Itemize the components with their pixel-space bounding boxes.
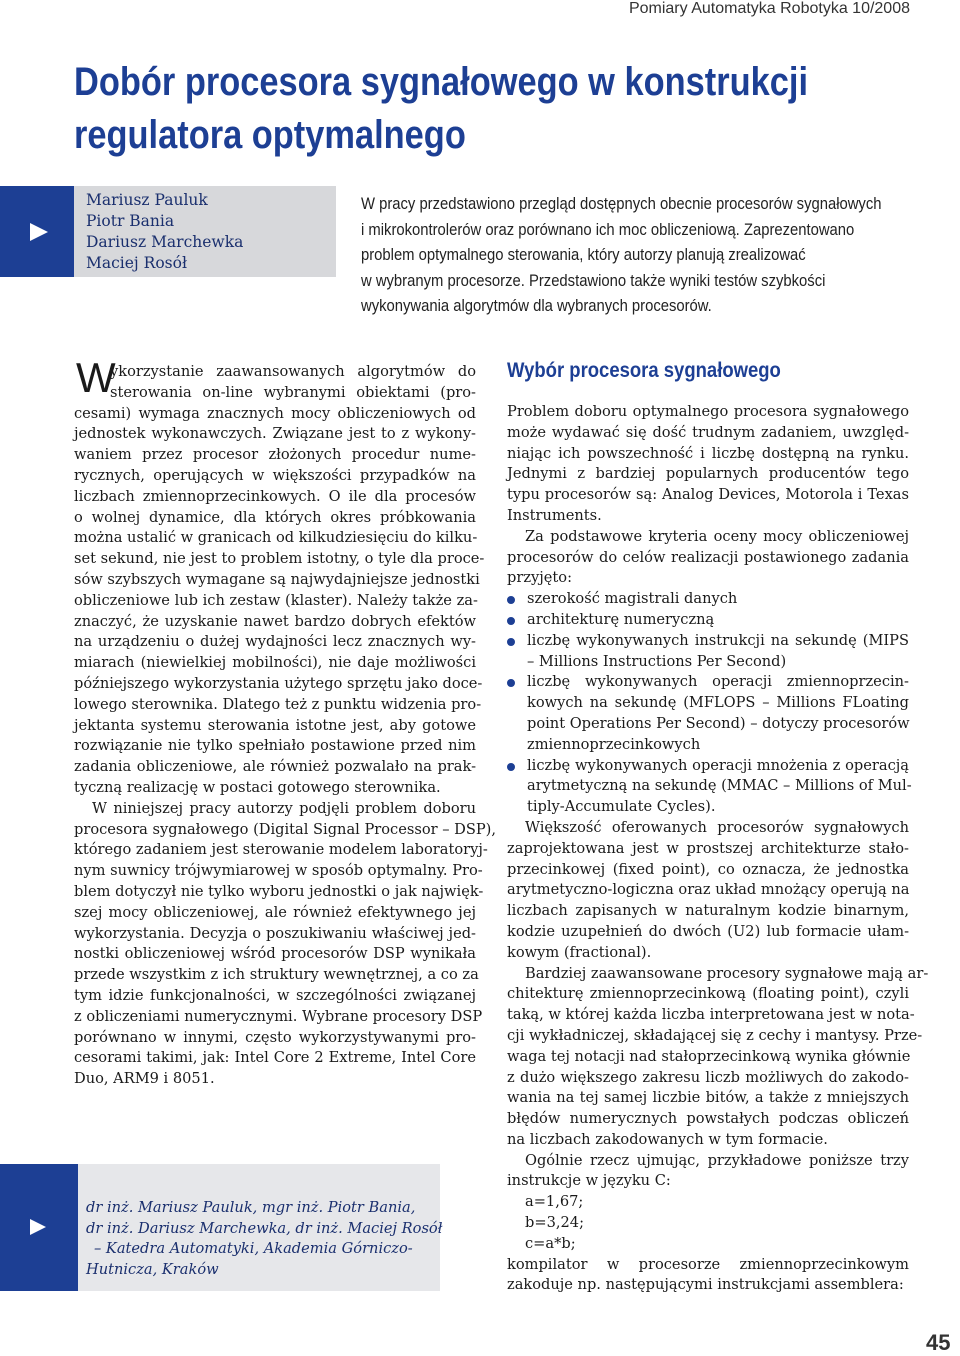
article-title [74,56,809,162]
body-line: zaprojektowana jest w prostszej architekturze stało- [507,839,909,857]
bullet-line [507,714,909,735]
body-line: cji wykładniczej, składającej się z cechy i mantysy. Prze- [507,1026,923,1044]
body-line: przyjęto: [507,569,572,587]
bullet-text: zmiennoprzecinkowych [527,735,701,753]
affiliation-rule [74,1164,78,1291]
body-line: Duo, ARM9 i 8051. [74,1070,215,1088]
code-line: b=3,24; [525,1214,584,1232]
bullet-line [507,797,909,818]
body-line: kompilator w procesorze zmiennoprzecinkowym [507,1255,909,1273]
body-line: taką, w której każda liczba interpretowana jest w nota- [507,1006,915,1024]
right-column [507,402,929,1296]
bullet-text: liczbę wykonywanych operacji zmiennoprzecin- [527,673,909,691]
code-line: c=a*b; [525,1234,576,1252]
affiliation-line: – Katedra Automatyki, Akademia Górniczo- [94,1240,413,1257]
bullet-dot-icon [507,679,515,687]
bullet-dot-icon [507,617,515,625]
body-line: nostki obliczeniowej wśród procesorów DSP wynikała [74,945,476,963]
arrow-marker-bottom [0,1164,74,1291]
bullet-text: arytmetyczną na sekundę (MMAC – Millions of Mul- [527,777,912,795]
bullet-line [507,610,909,631]
abstract-line: wykonywania algorytmów dla wybranych procesorów. [361,297,712,315]
body-line: zakoduje np. następującymi instrukcjami assemblera: [507,1276,904,1294]
journal-header: Pomiary Automatyka Robotyka 10/2008 [628,0,910,17]
body-line: miarach (niewielkiej mobilności), nie daje możliwości [74,654,476,672]
body-line: zadania obliczeniowe, ale również pozwalało na prak- [74,758,476,776]
left-column [74,362,497,1090]
play-arrow-icon [0,1164,74,1291]
body-line: wykorzystania. Decyzja o poszukiwaniu właściwej jed- [74,924,476,942]
body-line: jektanta systemu sterowania istotne jest, aby gotowe [74,716,476,734]
abstract-line: w wybranym procesorze. Przedstawiono także wyniki testów szybkości [361,271,826,290]
author-list [86,190,243,274]
page-number: 45 [926,1330,951,1355]
abstract [361,192,907,320]
affiliation [86,1198,442,1280]
bullet-text: szerokość magistrali danych [527,590,738,608]
bullet-text: – Millions Instructions Per Second) [527,652,787,670]
body-line: Jednymi z bardziej popularnych producentów tego [507,465,909,483]
body-line: którego zadaniem jest sterowanie modelem laboratoryj- [74,841,488,859]
author-name: Dariusz Marchewka [86,233,244,251]
body-line: z obliczeniami numerycznymi. Wybrane procesory DSP [74,1007,483,1025]
bullet-line [507,652,909,673]
abstract-line: i mikrokontrolerów oraz porównano ich moc obliczeniową. Zaprezentowano [361,220,855,239]
body-line: typu procesorów są: Analog Devices, Motorola i Texas [507,486,909,504]
body-line: procesora sygnałowego (Digital Signal Processor – DSP), [74,820,497,838]
author-name: Maciej Rosół [86,254,187,272]
body-line: lowego sterownika. Dlatego też z punktu widzenia pro- [74,695,482,713]
body-line: tyczną realizację w postaci gotowego sterownika. [74,778,441,796]
body-line: wania na tej samej liczbie bitów, a także z mniejszych [507,1089,909,1107]
body-line: późniejszego wykorzystania użytego sprzętu jako doce- [74,674,483,692]
body-line: rycznych, operujących w większości przypadków na [74,466,476,484]
body-line: jednostek wykonawczych. Związane jest to z wykony- [74,425,476,443]
bullet-dot-icon [507,596,515,604]
body-line: ykorzystanie zaawansowanych algorytmów do [110,363,476,380]
bullet-dot-icon [507,638,515,646]
body-line: tym idzie funkcjonalności, w szczególności związanej [74,986,476,1004]
play-arrow-icon [0,186,74,277]
bullet-text: kowych na sekundę (MFLOPS – Millions FLoating [527,694,909,712]
body-line: waga tej notacji nad stałoprzecinkową wynika głównie [507,1047,911,1065]
bullet-dot-icon [507,763,515,771]
bullet-line [507,693,909,714]
abstract-line: problem optymalnego sterowania, który autorzy planują zrealizować [361,246,806,264]
body-line: błędów numerycznych powstałych podczas obliczeń [507,1110,909,1128]
bullet-line [507,776,912,797]
body-line: znaczyć, że uzyskanie nawet bardzo dobrych efektów [74,612,476,630]
title-line-1: Dobór procesora sygnałowego w konstrukcji [74,60,809,104]
body-line: obliczeniowe lub ich zestaw (klaster). Należy także za- [74,591,478,609]
body-line: sterowania on-line wybranymi obiektami (pro- [110,383,476,401]
body-line: Instruments. [507,506,602,524]
drop-cap: W [76,354,116,401]
bullet-line [507,589,909,610]
affiliation-line: dr inż. Mariusz Pauluk, mgr inż. Piotr Bania, [86,1199,416,1216]
arrow-marker-top [0,186,74,277]
body-line: Problem doboru optymalnego procesora sygnałowego [507,403,909,420]
bullet-line [507,735,909,756]
body-line: na liczbach zakodowanych w tym formacie. [507,1130,828,1148]
body-line: liczbach zmiennoprzecinkowych. O ile dla procesów [74,487,476,505]
body-line: Większość oferowanych procesorów sygnałowych [525,818,909,836]
abstract-line: W pracy przedstawiono przegląd dostępnych obecnie procesorów sygnałowych [361,195,882,213]
body-line: nym suwnicy trójwymiarowej w sposób optymalny. Pro- [74,862,483,880]
body-line: W niniejszej pracy autorzy podjęli problem doboru [92,799,476,817]
body-line: Za podstawowe kryteria oceny mocy obliczeniowej [525,527,909,545]
body-line: arytmetyczno-logiczna oraz układ mnożący operują na [507,881,910,899]
body-line: liczbach zapisanych w naturalnym kodzie binarnym, [507,902,909,920]
body-line: na urządzeniu o dużej wydajności lecz znacznych wy- [74,633,476,651]
body-line: cesami) wymaga znacznych mocy obliczeniowych od [74,404,476,422]
body-line: z dużo większego zakresu liczb możliwych do zakodo- [507,1068,909,1086]
bullet-text: tiply-Accumulate Cycles). [527,798,716,816]
body-line: set sekund, nie jest to problem istotny, o tyle dla proce- [74,550,485,568]
body-line: Ogólnie rzecz ujmując, przykładowe poniższe trzy [525,1151,909,1169]
body-line: instrukcje w języku C: [507,1172,671,1190]
bullet-line [507,756,909,777]
body-line: rozwiązanie nie tylko spełniało postawione przed nim [74,737,476,755]
section-heading: Wybór procesora sygnałowego [507,359,781,382]
body-line: chitekturę zmiennoprzecinkową (floating point), czyli [507,985,909,1003]
bullet-text: liczbę wykonywanych operacji mnożenia z operacją [527,756,909,774]
bullet-text: liczbę wykonywanych instrukcji na sekundę (MIPS [527,631,909,649]
body-line: blem dotyczył nie tylko wyboru jednostki o jak najwięk- [74,882,484,900]
author-name: Piotr Bania [86,212,175,230]
body-line: waniem przez procesor złożonych procedur nume- [74,446,476,464]
bullet-text: point Operations Per Second) – dotyczy procesorów [527,714,910,732]
title-line-2: regulatora optymalnego [74,113,466,157]
body-line: o wolnej dynamice, dla których okres próbkowania [74,508,476,526]
body-line: może wydawać się dość trudnym zadaniem, uwzględ- [507,423,909,441]
body-line: przede wszystkim z ich struktury wewnętrznej, a co za [74,966,479,984]
body-line: szej mocy obliczeniowej, ale również efektywnego jej [74,903,476,921]
affiliation-line: dr inż. Dariusz Marchewka, dr inż. Maciej Rosół [86,1219,443,1237]
body-line: cesorami takimi, jak: Intel Core 2 Extreme, Intel Core [74,1049,476,1067]
body-line: przecinkowej (fixed point), co oznacza, że jednostka [507,860,909,878]
body-line: kodzie uzupełnień do dwóch (U2) lub formacie ułam- [507,922,909,940]
body-line: Bardziej zaawansowane procesory sygnałowe mają ar- [525,964,929,982]
bullet-text: architekturę numeryczną [527,610,715,628]
affiliation-line: Hutnicza, Kraków [86,1260,219,1278]
bullet-line [507,672,909,693]
bullet-line [507,631,909,652]
body-line: można ustalić w granicach od kilkudziesięciu do kilku- [74,529,478,547]
body-line: niając ich powszechność i liczbę dostępną na rynku. [507,444,909,462]
body-line: porównano w innymi, często wykorzystywanymi pro- [74,1028,476,1046]
body-line: kowym (fractional). [507,943,652,961]
body-line: procesorów do celów realizacji postawionego zadania [507,548,909,566]
code-line: a=1,67; [525,1193,584,1211]
author-name: Mariusz Pauluk [86,191,208,209]
body-line: sów szybszych wymagane są najwydajniejsze jednostki [74,570,480,588]
